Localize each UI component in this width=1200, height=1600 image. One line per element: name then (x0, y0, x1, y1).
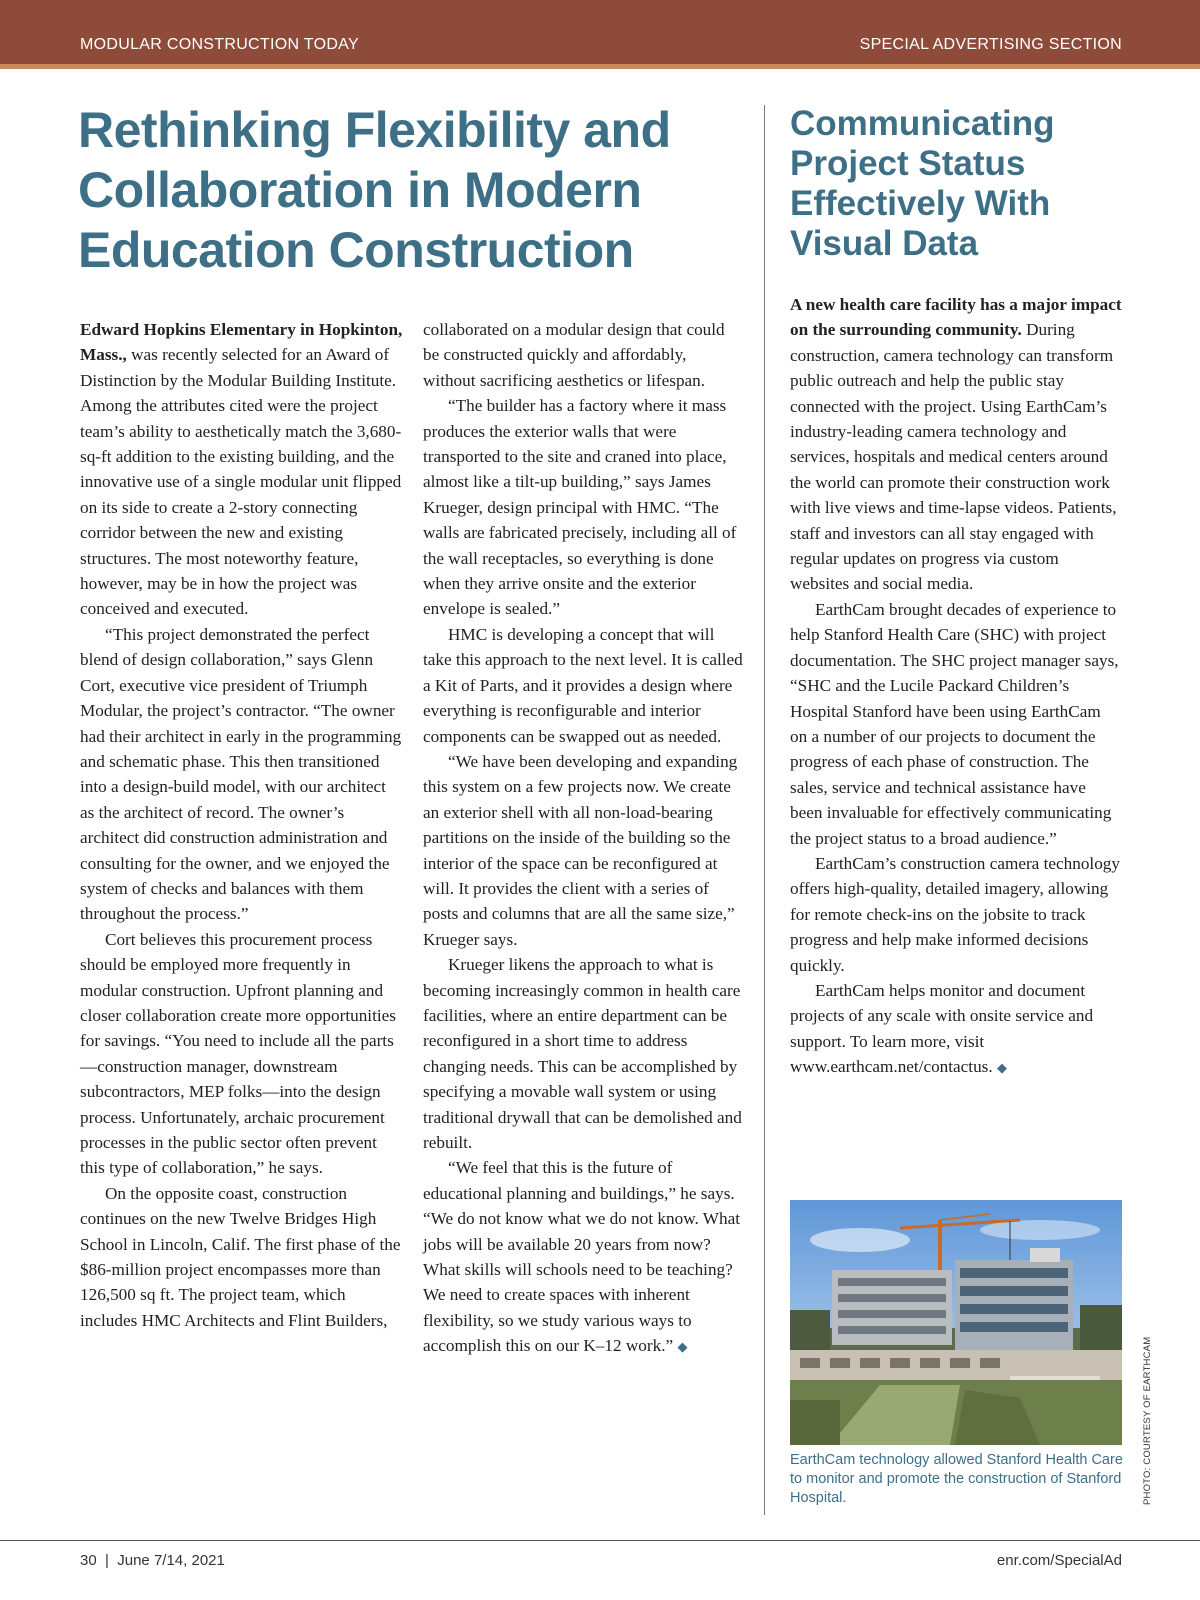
main-article-title: Rethinking Flexibility and Collaboration in Modern Education Construction (78, 102, 671, 278)
paragraph: On the opposite coast, construction continues on the new Twelve Bridges High School in Lincoln, Calif. The first phase of the $86-million project encompasses more than 126,500 sq ft. The project team, which includes HMC Architects and Flint Builders, (80, 1183, 401, 1330)
footer-url: enr.com/SpecialAd (996, 1552, 1122, 1569)
main-article-column-1 (80, 317, 403, 1333)
end-mark-icon: ◆ (996, 1060, 1007, 1076)
section-label: SPECIAL ADVERTISING SECTION (859, 36, 1122, 53)
final-text: EarthCam helps monitor and document projects of any scale with onsite service and support. To learn more, visit www.earthcam.net/contactus. (790, 980, 1094, 1077)
column-divider (764, 105, 765, 1515)
paragraph: “We have been developing and expanding this system on a few projects now. We create an exterior shell with all non-load-bearing partitions on the inside of the building so the interior of the space can be reconfigured at will. It provides the client with a series of posts and columns that are all the same size,” Krueger says. (423, 751, 738, 949)
sidebar-lead-bold-text: A new health care facility has a major impact on the surrounding community. (790, 295, 1122, 340)
lead-bold-text: Edward Hopkins Elementary in Hopkinton, Mass., (80, 320, 403, 365)
paragraph: HMC is developing a concept that will take this approach to the next level. It is called a Kit of Parts, and it provides a design where everything is reconfigurable and interior components can be swapped out as needed. (423, 624, 743, 746)
paragraph: “The builder has a factory where it mass produces the exterior walls that were transported to the site and craned into place, almost like a tilt-up building,” says James Krueger, design principal with HMC. “The walls are fabricated precisely, including all of the wall receptacles, so everything is done when they arrive onsite and the exterior envelope is sealed.” (423, 396, 737, 619)
photo-credit: PHOTO: COURTESY OF EARTHCAM (1142, 1336, 1153, 1505)
main-article-lead-paragraph (80, 317, 403, 622)
paragraph: Krueger likens the approach to what is becoming increasingly common in health care facilities, where an entire department can be reconfigured in a short time to address changing needs. This can be accomplished by specifying a movable wall system or using traditional drywall that can be demolished and rebuilt. (423, 955, 742, 1152)
sidebar-article-body (790, 292, 1122, 1081)
paragraph: EarthCam brought decades of experience to help Stanford Health Care (SHC) with project documentation. The SHC project manager says, “SHC and the Lucile Packard Children’s Hospital Stanford have been using EarthCam on a number of our projects to document the progress of each phase of construction. The sales, service and technical assistance have been invaluable for effectively communicating the project status to a broad audience.” (790, 599, 1119, 848)
paragraph: EarthCam’s construction camera technology offers high-quality, detailed imagery, allowing for remote check-ins on the jobsite to track progress and help make informed decisions quickly. (790, 853, 1120, 975)
main-article-column-2 (423, 317, 743, 1360)
paragraph-continuation: collaborated on a modular design that could be constructed quickly and affordably, without sacrificing aesthetics or lifespan. (423, 320, 725, 390)
sidebar-lead-paragraph (790, 292, 1122, 597)
final-paragraph (423, 1155, 743, 1359)
end-mark-icon: ◆ (677, 1339, 688, 1355)
lead-text: was recently selected for an Award of Distinction by the Modular Building Institute. Among the attributes cited were the project team’s ability to aesthetically match the 3,680-sq-ft addition to the existing building, and the innovative use of a single modular unit flipped on its side to create a 2-story connecting corridor between the new and existing structures. The most noteworthy feature, however, may be in how the project was conceived and executed. (80, 345, 402, 619)
sidebar-lead-text: During construction, camera technology can transform public outreach and help the public stay connected with the project. Using EarthCam’s industry-leading camera technology and services, hospitals and medical centers around the world can promote their construction work with live views and time-lapse videos. Patients, staff and investors can all stay engaged with regular updates on progress via custom websites and social media. (790, 320, 1117, 594)
paragraph: “This project demonstrated the perfect blend of design collaboration,” says Glenn Cort, executive vice president of Triumph Modular, the project’s contractor. “The owner had their architect in early in the programming and schematic phase. This then transitioned into a design-build model, with our architect as the architect of record. The owner’s architect did construction administration and consulting for the owner, and we enjoyed the system of checks and balances with them throughout the process.” (80, 624, 402, 924)
page-info: 30 | June 7/14, 2021 (80, 1552, 225, 1569)
photo-caption: EarthCam technology allowed Stanford Health Care to monitor and promote the construction of Stanford Hospital. (790, 1452, 1123, 1506)
footer-rule (0, 1540, 1200, 1541)
header-bar (0, 0, 1200, 69)
paragraph: Cort believes this procurement process should be employed more frequently in modular construction. Upfront planning and closer collaboration create more opportunities for savings. “You need to include all the parts—construction manager, downstream subcontractors, MEP folks—into the design process. Unfortunately, archaic procurement processes in the public sector often prevent this type of collaboration,” he says. (80, 929, 396, 1178)
final-text: “We feel that this is the future of educational planning and buildings,” he says. “We do not know what we do not know. What jobs will be available 20 years from now? What skills will schools need to be teaching? We need to create spaces with inherent flexibility, so we study various ways to accomplish this on our K–12 work.” (423, 1158, 741, 1356)
publication-name: MODULAR CONSTRUCTION TODAY (80, 36, 359, 53)
hospital-construction-photo (790, 1200, 1122, 1445)
sidebar-article-title: Communicating Project Status Effectively With Visual Data (790, 104, 1055, 263)
construction-site-image (790, 1200, 1122, 1445)
final-paragraph (790, 978, 1122, 1081)
